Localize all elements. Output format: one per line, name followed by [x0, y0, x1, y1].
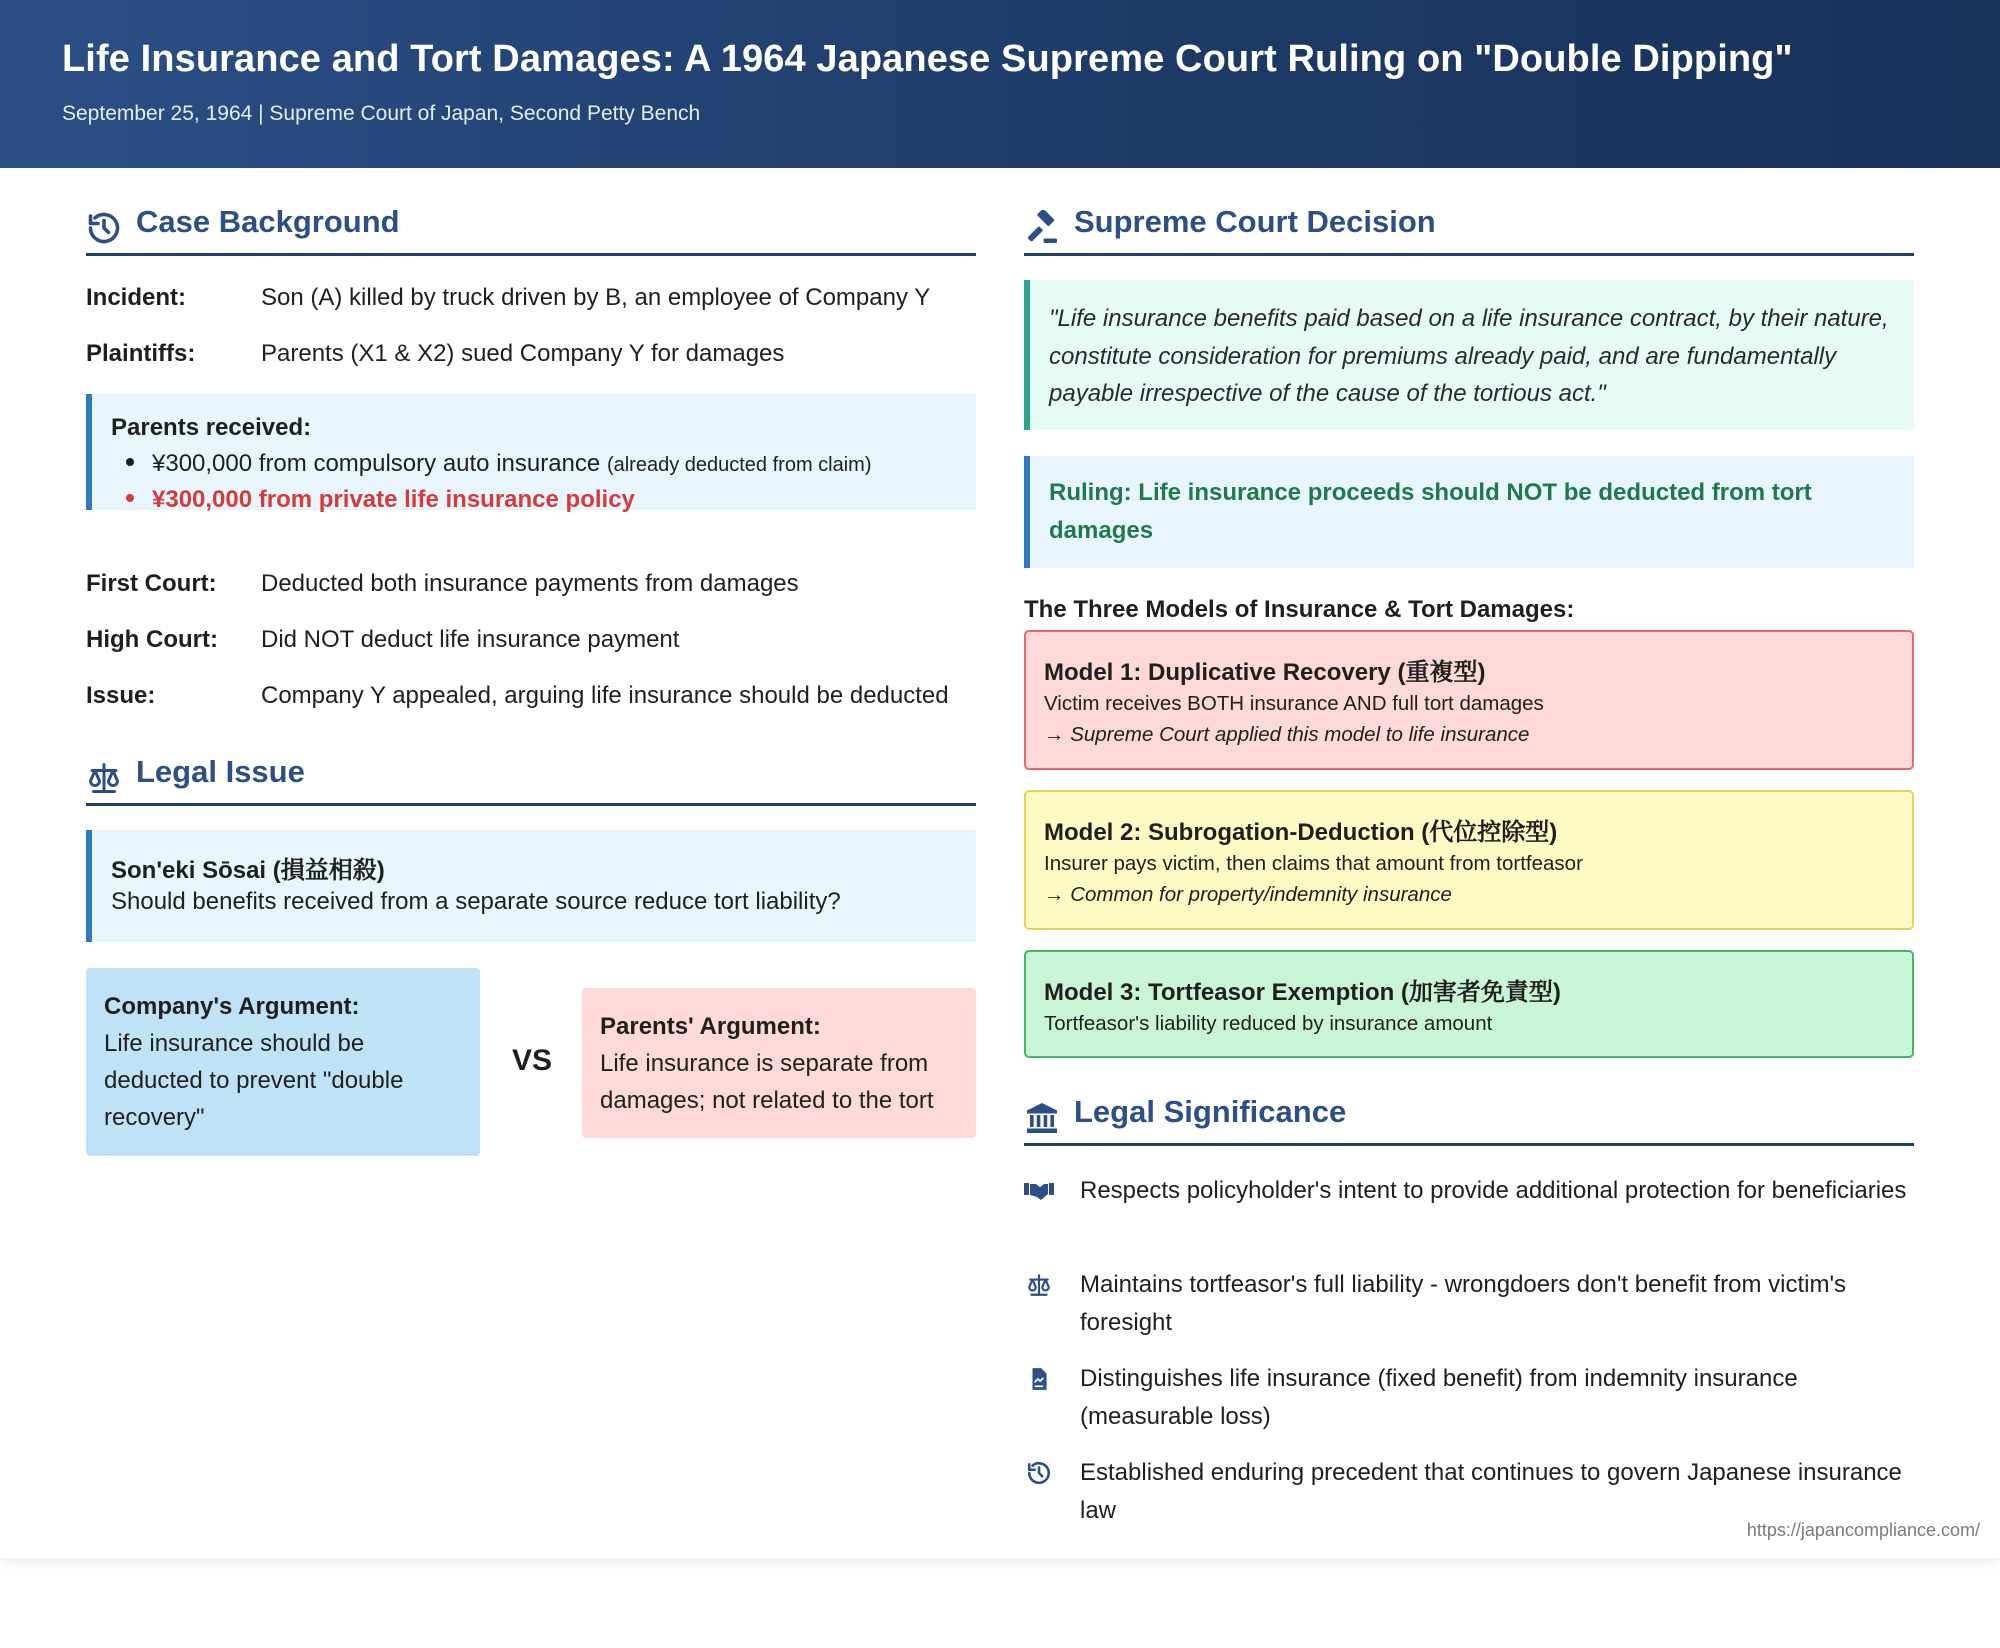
received-auto-text: ¥300,000 from compulsory auto insurance — [152, 450, 601, 477]
plaintiffs-value: Parents (X1 & X2) sued Company Y for damages — [261, 340, 785, 367]
model-description: Tortfeasor's liability reduced by insurance amount — [1044, 1012, 1493, 1035]
issue-value: Company Y appealed, arguing life insurance should be deducted — [261, 682, 949, 709]
parents-argument-title: Parents' Argument: — [600, 1013, 821, 1040]
legal-issue-heading — [86, 750, 976, 806]
section-title: Supreme Court Decision — [1074, 204, 1436, 239]
contract-icon — [1024, 1366, 1054, 1392]
ruling-box — [1024, 456, 1914, 568]
incident-value: Son (A) killed by truck driven by B, an employee of Company Y — [261, 284, 931, 311]
company-argument-box — [86, 968, 480, 1156]
significance-text: Maintains tortfeasor's full liability - wrongdoers don't benefit from victim's foresight — [1080, 1271, 1847, 1336]
ruling-text: Ruling: Life insurance proceeds should NOT be deducted from tort damages — [1049, 479, 1812, 544]
page-subtitle: September 25, 1964 | Supreme Court of Japan, Second Petty Bench — [62, 102, 701, 125]
legal-issue-box — [86, 830, 976, 942]
model-card-3 — [1024, 950, 1914, 1058]
company-argument-title: Company's Argument: — [104, 993, 360, 1020]
landmark-icon — [1024, 1100, 1060, 1136]
section-title: Case Background — [136, 204, 400, 239]
model-title: Model 1: Duplicative Recovery (重複型) — [1044, 659, 1486, 686]
bullet-icon — [126, 458, 134, 466]
parents-argument-box — [582, 988, 976, 1138]
first-court-value: Deducted both insurance payments from damages — [261, 570, 799, 597]
received-item-life — [126, 484, 635, 516]
section-title: Legal Issue — [136, 754, 305, 789]
source-url[interactable]: https://japancompliance.com/ — [1746, 1520, 1980, 1540]
versus-label: VS — [512, 1044, 553, 1077]
scales-icon — [1024, 1272, 1054, 1298]
significance-text: Respects policyholder's intent to provide additional protection for beneficiaries — [1080, 1177, 1907, 1204]
model-description: Insurer pays victim, then claims that amount from tortfeasor — [1044, 852, 1583, 875]
section-title: Legal Significance — [1074, 1094, 1347, 1129]
received-auto-note: (already deducted from claim) — [606, 454, 872, 476]
received-title: Parents received: — [111, 414, 312, 441]
parents-argument-text: Life insurance is separate from damages; not related to the tort — [600, 1050, 934, 1114]
significance-text: Established enduring precedent that continues to govern Japanese insurance law — [1080, 1459, 1902, 1524]
model-card-1 — [1024, 630, 1914, 770]
high-court-value: Did NOT deduct life insurance payment — [261, 626, 680, 653]
models-title: The Three Models of Insurance & Tort Damages: — [1024, 596, 1575, 623]
court-quote-box — [1024, 280, 1914, 430]
decision-heading — [1024, 200, 1914, 256]
history-icon — [86, 210, 122, 246]
gavel-icon — [1024, 210, 1060, 246]
model-card-2 — [1024, 790, 1914, 930]
model-note: → Supreme Court applied this model to life insurance — [1044, 723, 1530, 746]
bullet-icon — [126, 494, 134, 502]
issue-label: Issue: — [86, 682, 156, 709]
legal-question: Should benefits received from a separate source reduce tort liability? — [111, 888, 841, 915]
history-icon — [1024, 1460, 1054, 1486]
page-title: Life Insurance and Tort Damages: A 1964 Japanese Supreme Court Ruling on "Double Dipping" — [62, 38, 1793, 80]
first-court-label: First Court: — [86, 570, 217, 597]
incident-label: Incident: — [86, 284, 186, 311]
model-title: Model 3: Tortfeasor Exemption (加害者免責型) — [1044, 979, 1561, 1006]
model-note: → Common for property/indemnity insurance — [1044, 883, 1452, 906]
page-header — [0, 0, 2000, 168]
handshake-icon — [1024, 1178, 1054, 1204]
scales-icon — [86, 760, 122, 796]
model-title: Model 2: Subrogation-Deduction (代位控除型) — [1044, 819, 1558, 846]
court-quote: "Life insurance benefits paid based on a life insurance contract, by their nature, constitute consideration for premiums already paid, and are fundamentally payable irrespective of the cause of the tortious act." — [1049, 305, 1889, 407]
received-life-text: ¥300,000 from private life insurance policy — [152, 486, 635, 513]
significance-text: Distinguishes life insurance (fixed benefit) from indemnity insurance (measurable loss) — [1080, 1365, 1798, 1430]
model-description: Victim receives BOTH insurance AND full tort damages — [1044, 692, 1544, 715]
plaintiffs-label: Plaintiffs: — [86, 340, 196, 367]
parents-received-box — [86, 394, 976, 513]
significance-heading — [1024, 1090, 1914, 1146]
high-court-label: High Court: — [86, 626, 218, 653]
case-background-heading — [86, 200, 976, 256]
legal-term: Son'eki Sōsai (損益相殺) — [111, 857, 385, 884]
company-argument-text: Life insurance should be deducted to prevent "double recovery" — [104, 1030, 404, 1131]
received-item-auto — [126, 448, 872, 481]
